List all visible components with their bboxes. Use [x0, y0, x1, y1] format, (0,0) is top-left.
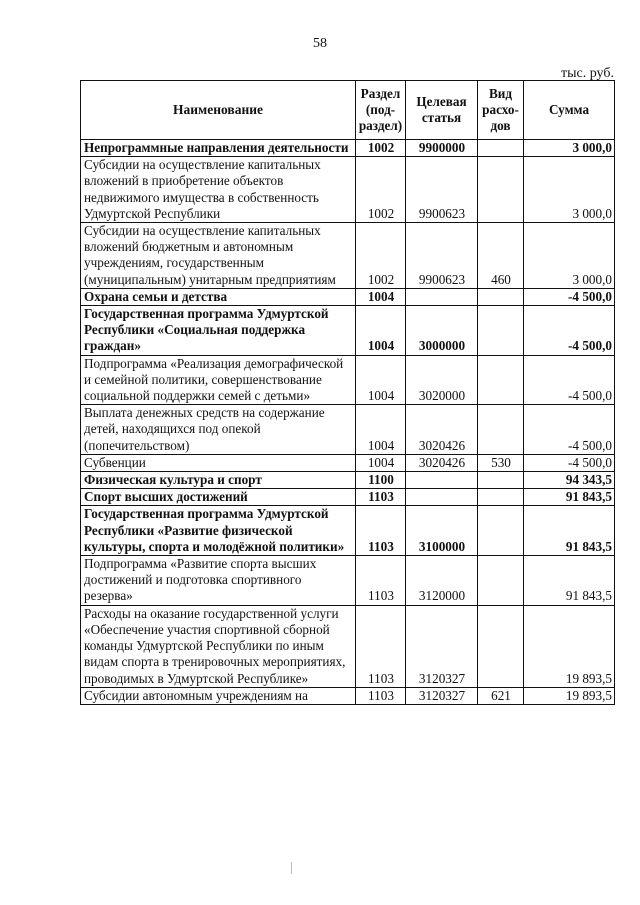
header-name: Наименование — [81, 81, 356, 140]
row-kind — [478, 472, 524, 489]
row-section: 1103 — [356, 605, 406, 687]
table-row — [81, 605, 615, 687]
table-row — [81, 556, 615, 606]
row-section: 1002 — [356, 157, 406, 223]
row-section: 1004 — [356, 288, 406, 305]
row-target: 3020000 — [406, 355, 478, 405]
page-number: 58 — [313, 36, 327, 51]
row-name: Выплата денежных средств на содержание детей, находящихся под опекой (попечительством) — [81, 405, 356, 455]
row-section: 1004 — [356, 355, 406, 405]
row-kind — [478, 157, 524, 223]
table-row — [81, 405, 615, 455]
row-sum: 3 000,0 — [524, 157, 615, 223]
table-row — [81, 288, 615, 305]
header-section: Раздел (под-раздел) — [356, 81, 406, 140]
header-sum: Сумма — [524, 81, 615, 140]
table-row — [81, 472, 615, 489]
row-section: 1103 — [356, 687, 406, 704]
row-sum: 94 343,5 — [524, 472, 615, 489]
row-target: 3020426 — [406, 454, 478, 471]
row-sum: -4 500,0 — [524, 306, 615, 356]
table-row — [81, 157, 615, 223]
row-sum: -4 500,0 — [524, 405, 615, 455]
row-kind: 530 — [478, 454, 524, 471]
row-kind — [478, 506, 524, 556]
row-section: 1100 — [356, 472, 406, 489]
table-row — [81, 454, 615, 471]
table-row — [81, 355, 615, 405]
row-section: 1002 — [356, 140, 406, 157]
row-name: Субсидии на осуществление капитальных вложений в приобретение объектов недвижимого имущества в собственность Удмуртской Республики — [81, 157, 356, 223]
row-sum: -4 500,0 — [524, 454, 615, 471]
row-target: 3120327 — [406, 605, 478, 687]
row-name: Подпрограмма «Развитие спорта высших достижений и подготовка спортивного резерва» — [81, 556, 356, 606]
budget-table — [80, 80, 615, 705]
row-name: Расходы на оказание государственной услуги «Обеспечение участия спортивной сборной команды Удмуртской Республики по иным видам спорта в тренировочных мероприятиях, проводимых в Удмуртской Республике» — [81, 605, 356, 687]
row-kind — [478, 288, 524, 305]
row-target: 3000000 — [406, 306, 478, 356]
table-row — [81, 140, 615, 157]
row-section: 1103 — [356, 506, 406, 556]
row-target — [406, 489, 478, 506]
header-target: Целевая статья — [406, 81, 478, 140]
row-target — [406, 472, 478, 489]
row-section: 1002 — [356, 223, 406, 289]
row-target: 9900623 — [406, 223, 478, 289]
row-target: 3100000 — [406, 506, 478, 556]
row-name: Субвенции — [81, 454, 356, 471]
row-name: Подпрограмма «Реализация демографической и семейной политики, совершенствование социальной поддержки семей с детьми» — [81, 355, 356, 405]
row-target — [406, 288, 478, 305]
row-kind — [478, 556, 524, 606]
row-target: 3020426 — [406, 405, 478, 455]
row-name: Государственная программа Удмуртской Республики «Социальная поддержка граждан» — [81, 306, 356, 356]
row-kind — [478, 140, 524, 157]
row-section: 1004 — [356, 405, 406, 455]
row-kind: 621 — [478, 687, 524, 704]
table-body — [81, 140, 615, 705]
row-section: 1004 — [356, 306, 406, 356]
row-sum: 91 843,5 — [524, 506, 615, 556]
scan-mark — [291, 862, 292, 874]
row-target: 3120327 — [406, 687, 478, 704]
row-sum: 19 893,5 — [524, 687, 615, 704]
row-target: 9900000 — [406, 140, 478, 157]
row-sum: 3 000,0 — [524, 223, 615, 289]
row-kind — [478, 306, 524, 356]
row-section: 1004 — [356, 454, 406, 471]
row-kind: 460 — [478, 223, 524, 289]
table-row — [81, 506, 615, 556]
row-sum: 19 893,5 — [524, 605, 615, 687]
row-name: Субсидии автономным учреждениям на — [81, 687, 356, 704]
row-name: Физическая культура и спорт — [81, 472, 356, 489]
row-kind — [478, 405, 524, 455]
row-sum: -4 500,0 — [524, 288, 615, 305]
row-section: 1103 — [356, 489, 406, 506]
row-section: 1103 — [356, 556, 406, 606]
units-label: тыс. руб. — [561, 66, 614, 81]
row-kind — [478, 605, 524, 687]
row-name: Спорт высших достижений — [81, 489, 356, 506]
table-row — [81, 687, 615, 704]
table-row — [81, 306, 615, 356]
table-header-row — [81, 81, 615, 140]
row-name: Непрограммные направления деятельности — [81, 140, 356, 157]
row-target: 3120000 — [406, 556, 478, 606]
row-sum: -4 500,0 — [524, 355, 615, 405]
row-sum: 91 843,5 — [524, 489, 615, 506]
row-target: 9900623 — [406, 157, 478, 223]
row-kind — [478, 355, 524, 405]
row-name: Государственная программа Удмуртской Республики «Развитие физической культуры, спорта и молодёжной политики» — [81, 506, 356, 556]
row-name: Субсидии на осуществление капитальных вложений бюджетным и автономным учреждениям, государственным (муниципальным) унитарным предприятиям — [81, 223, 356, 289]
row-kind — [478, 489, 524, 506]
table-row — [81, 489, 615, 506]
row-name: Охрана семьи и детства — [81, 288, 356, 305]
header-kind: Вид расхо-дов — [478, 81, 524, 140]
row-sum: 3 000,0 — [524, 140, 615, 157]
row-sum: 91 843,5 — [524, 556, 615, 606]
table-row — [81, 223, 615, 289]
